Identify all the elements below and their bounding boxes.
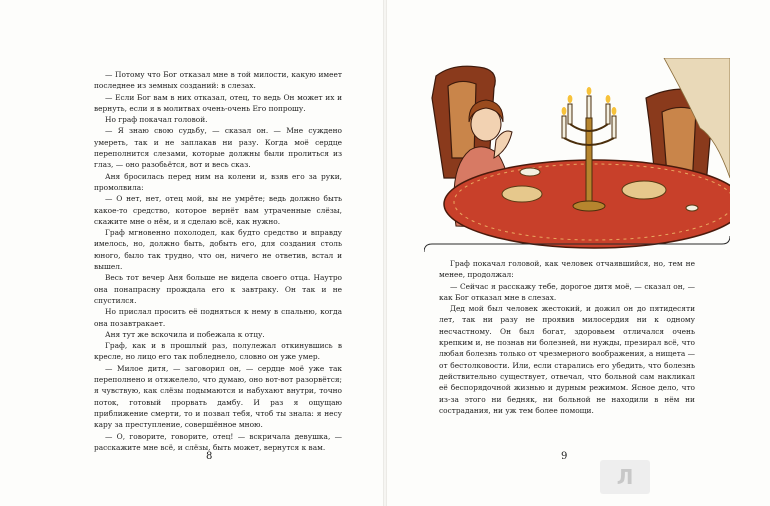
paragraph: Граф покачал головой, как человек отчаявшийся, но, тем не менее, продолжал: <box>439 259 695 280</box>
right-page <box>387 0 770 506</box>
paragraph: Граф мгновенно похолодел, как будто средство и вправду имелось, но, должно быть, добыть его, для создания столь юного, было так трудно, что он, ничего не ответив, встал и вышел. <box>94 228 342 272</box>
publisher-logo: Л <box>600 460 650 494</box>
right-page-text <box>439 258 695 416</box>
paragraph: — О нет, нет, отец мой, вы не умрёте; ведь должно быть какое-то средство, которое вернёт вам утраченные слёзы, скажите мне о нём, и я сделаю всё, как нужно. <box>94 194 342 226</box>
paragraph: — Я знаю свою судьбу, — сказал он. — Мне суждено умереть, так и не заплакав ни разу. Когда моё сердце переполнится слезами, которые должны были пролиться из глаз, — оно разобьётся, вот и весь сказ. <box>94 126 342 170</box>
paragraph: Аня тут же вскочила и побежала к отцу. <box>105 329 265 339</box>
paragraph: Но прислал просить её подняться к нему в спальню, когда она позавтракает. <box>94 307 342 328</box>
paragraph: — Потому что Бог отказал мне в той милости, какую имеет последнее из земных созданий: в слезах. <box>94 70 342 91</box>
illustration <box>424 58 730 252</box>
paragraph: — Если Бог вам в них отказал, отец, то ведь Он может их и вернуть, если я в молитвах очень-очень Его попрошу. <box>94 92 342 113</box>
paragraph: Но граф покачал головой. <box>105 115 208 125</box>
page-number-left: 8 <box>206 451 213 462</box>
page-number-right: 9 <box>561 451 568 462</box>
paragraph: Весь тот вечер Аня больше не видела своего отца. Наутро она понапрасну прождала его к завтраку. Он так и не спустился. <box>94 273 342 305</box>
left-page-text <box>94 69 342 453</box>
paragraph: Аня бросилась перед ним на колени и, взяв его за руки, промолвила: <box>94 171 342 192</box>
paragraph: Граф, как и в прошлый раз, полулежал откинувшись в кресле, но лицо его так побледнело, словно он уже умер. <box>94 341 342 362</box>
left-page <box>0 0 383 506</box>
paragraph: — О, говорите, говорите, отец! — вскричала девушка, — расскажите мне всё, и слёзы, быть может, вернутся к вам. <box>94 431 342 452</box>
paragraph: — Сейчас я расскажу тебе, дорогое дитя моё, — сказал он, — как Бог отказал мне в слезах. <box>439 281 695 302</box>
paragraph: Дед мой был человек жестокий, и дожил он до пятидесяти лет, так ни разу не проявив милосердия ни к одному несчастному. Он был богат, здоровьем отличался очень крепким и, не познав ни болезней, ни нужды, презирал всё, что любая болезнь только от чрезмерного воображения, а нищета — от бестолковости. Или, если старались его убедить, что болезнь действительно существует, отвечал, что больной сам накликал её беспорядочной жизнью и дурным режимом. Ясное дело, что из-за этого ни бедняк, ни больной не находили в нём ни сострадания, ни уж тем более помощи. <box>439 304 695 415</box>
paragraph: — Милое дитя, — заговорил он, — сердце моё уже так переполнено и отяжелело, что думаю, оно вот-вот разорвётся; я чувствую, как слёзы подымаются и набухают внутри, точно поток, готовый прорвать дамбу. И раз я ощущаю приближение смерти, то и позвал тебя, чтоб ты знала: я несу кару за преступление, совершённое мною. <box>94 363 342 430</box>
